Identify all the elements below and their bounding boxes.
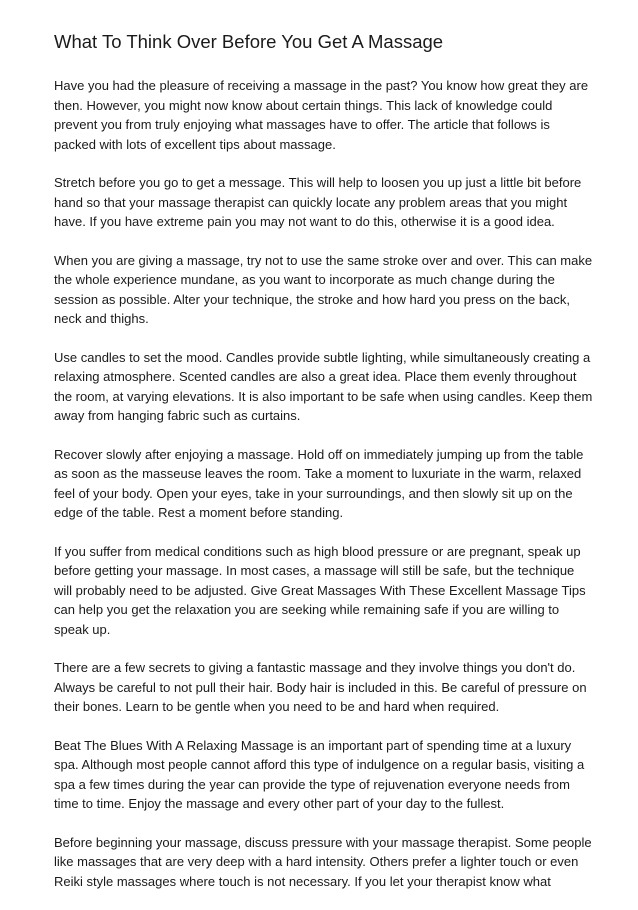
document-page [54, 30, 594, 910]
paragraph-3: When you are giving a massage, try not to use the same stroke over and over. This can make the whole experience mundane, as you want to incorporate as much change during the session as possible. Alter your technique, the stroke and how hard you press on the back, neck and thighs. [54, 252, 593, 326]
paragraph-2: Stretch before you go to get a message. This will help to loosen you up just a little bit before hand so that your massage therapist can quickly locate any problem areas that you might have. If you have extreme pain you may not want to do this, otherwise it is a good idea. [54, 175, 582, 229]
paragraph-6: If you suffer from medical conditions such as high blood pressure or are pregnant, speak up before getting your massage. In most cases, a massage will still be safe, but the technique will probably need to be adjusted. Give Great Massages With These Excellent Massage Tips can help you get the relaxation you are seeking while remaining safe if you are willing to speak up. [54, 543, 586, 637]
paragraph-7: There are a few secrets to giving a fantastic massage and they involve things you don't do. Always be careful to not pull their hair. Body hair is included in this. Be careful of pressure on their bones. Learn to be gentle when you need to be and hard when required. [54, 660, 587, 714]
paragraph-1: Have you had the pleasure of receiving a massage in the past? You know how great they are then. However, you might now know about certain things. This lack of knowledge could prevent you from truly enjoying what massages have to offer. The article that follows is packed with lots of excellent tips about massage. [54, 78, 589, 152]
document-title: What To Think Over Before You Get A Massage [54, 31, 444, 52]
paragraph-5: Recover slowly after enjoying a massage. Hold off on immediately jumping up from the table as soon as the masseuse leaves the room. Take a moment to luxuriate in the warm, relaxed feel of your body. Open your eyes, take in your surroundings, and then slowly sit up on the edge of the table. Rest a moment before standing. [54, 446, 584, 520]
paragraph-9: Before beginning your massage, discuss pressure with your massage therapist. Some people like massages that are very deep with a hard intensity. Others prefer a lighter touch or even Reiki style massages where touch is not necessary. If you let your therapist know what [54, 834, 592, 889]
paragraph-8: Beat The Blues With A Relaxing Massage is an important part of spending time at a luxury spa. Although most people cannot afford this type of indulgence on a regular basis, visiting a spa a few times during the year can provide the type of rejuvenation everyone needs from time to time. Enjoy the massage and every other part of your day to the fullest. [54, 737, 585, 811]
paragraph-4: Use candles to set the mood. Candles provide subtle lighting, while simultaneously creating a relaxing atmosphere. Scented candles are also a great idea. Place them evenly throughout the room, at varying elevations. It is also important to be safe when using candles. Keep them away from hanging fabric such as curtains. [54, 349, 593, 423]
